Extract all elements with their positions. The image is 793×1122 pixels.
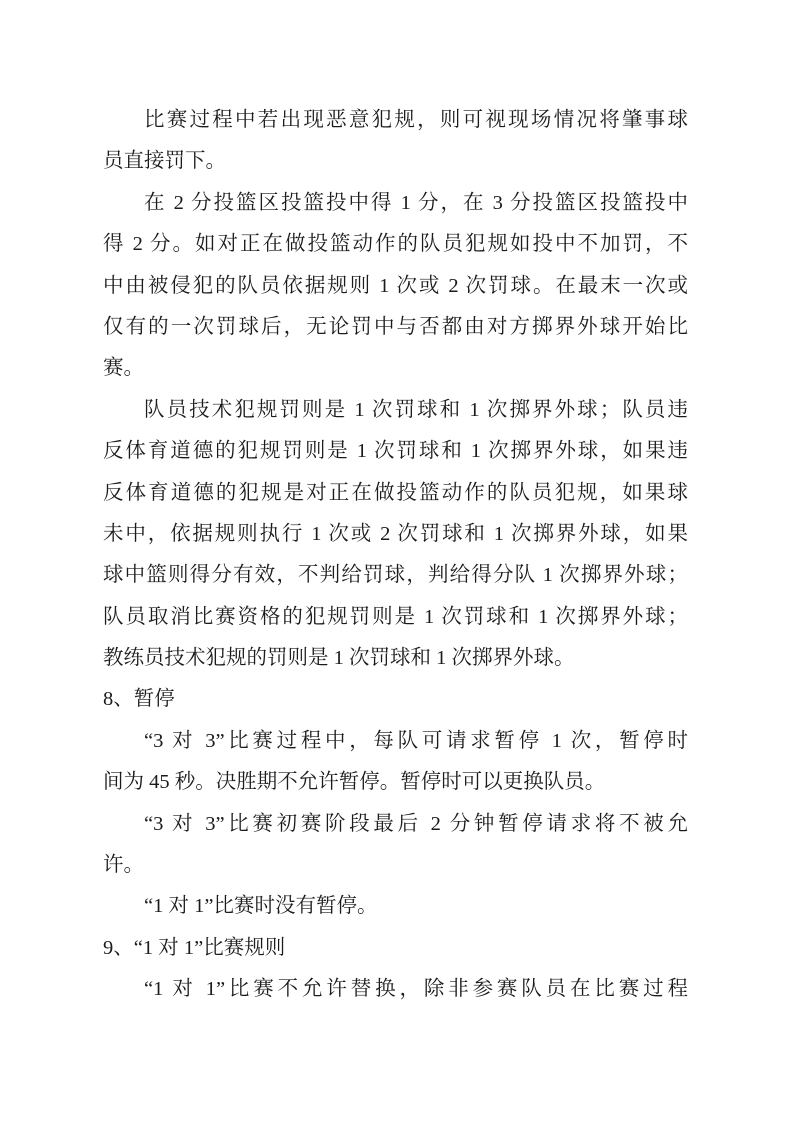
doc-line: 队员技术犯规罚则是 1 次罚球和 1 次掷界外球；队员违 [144,398,688,421]
doc-heading-line: 9、“1 对 1”比赛规则 [103,936,286,959]
doc-line: “3 对 3”比赛过程中，每队可请求暂停 1 次，暂停时 [144,729,688,752]
doc-line: 许。 [103,854,144,877]
doc-heading-line: 8、暂停 [103,688,175,711]
doc-line: 仅有的一次罚球后，无论罚中与否都由对方掷界外球开始比 [103,315,688,338]
doc-line: 球中篮则得分有效，不判给罚球，判给得分队 1 次掷界外球； [103,564,688,587]
doc-line: 教练员技术犯规的罚则是 1 次罚球和 1 次掷界外球。 [103,647,575,670]
doc-line: 比赛过程中若出现恶意犯规，则可视现场情况将肇事球 [144,109,688,131]
doc-line: 在 2 分投篮区投篮投中得 1 分，在 3 分投篮区投篮投中 [144,191,688,214]
doc-line: “1 对 1”比赛时没有暂停。 [144,895,378,918]
doc-line: “1 对 1”比赛不允许替换，除非参赛队员在比赛过程 [144,978,688,1001]
doc-line: 赛。 [103,357,144,380]
doc-line: 反体育道德的犯规是对正在做投篮动作的队员犯规，如果球 [103,481,688,504]
doc-line: 中由被侵犯的队员依据规则 1 次或 2 次罚球。在最末一次或 [103,274,688,297]
doc-line: 间为 45 秒。决胜期不允许暂停。暂停时可以更换队员。 [103,771,606,794]
doc-line: 未中，依据规则执行 1 次或 2 次罚球和 1 次掷界外球，如果 [103,522,688,545]
document-text-block [103,100,688,1011]
doc-line: “3 对 3”比赛初赛阶段最后 2 分钟暂停请求将不被允 [144,812,688,835]
doc-line: 队员取消比赛资格的犯规罚则是 1 次罚球和 1 次掷界外球； [103,605,688,628]
doc-line: 反体育道德的犯规罚则是 1 次罚球和 1 次掷界外球，如果违 [103,440,688,463]
doc-line: 员直接罚下。 [103,150,226,173]
doc-line: 得 2 分。如对正在做投篮动作的队员犯规如投中不加罚，不 [103,233,688,256]
